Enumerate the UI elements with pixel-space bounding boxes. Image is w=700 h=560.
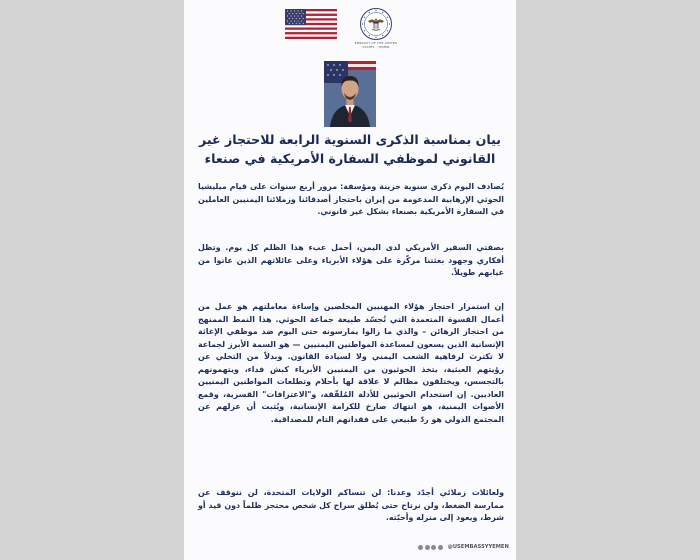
seal-caption: EMBASSY OF THE UNITED STATES · YEMEN [354, 41, 398, 49]
paragraph-detention: إن استمرار احتجاز هؤلاء المهنيين المخلصين وإساءة معاملتهم هو عمل من أعمال القسوة المتعمدة التي تُجسّد طبيعة جماعة الحوثي. هذا النمط الممنهج من احتجاز الرهائن – والذي ما زالوا يمارسونه حتى اليوم ضد موظفي الإغاثة الإنسانية الذين يسعون لمساعدة المواطنين اليمنيين — هو السمة الأبرز لجماعة لا تكترث لرفاهية الشعب اليمني ولا لسيادة القانون. وبدلاً من التخلي عن رؤيتهم العبثية، يتخذ الحوثيون من اليمنيين الأبرياء كبش فداء، ويتهمونهم بالتجسس، ويختلقون مظالم لا علاقة لها بأحلام وتطلعات المواطنين اليمنيين العاديين. إن استخدام الحوثيين للأدلة المُلفّقة، و"الاعترافات" القسرية، وقمع الأصوات اليمنية، هو انتهاك صارخ للكرامة الإنسانية، ويُثبت أن عزلهم عن المجتمع الدولي هو ردّ طبيعي على فقدانهم التام للمصداقية. [198, 302, 504, 424]
us-flag-icon [285, 9, 337, 39]
statement-title: بيان بمناسبة الذكرى السنوية الرابعة للاحتجاز غير القانوني لموظفي السفارة الأمريكية في صنعاء [199, 132, 501, 166]
youtube-icon [438, 545, 443, 550]
x-icon [418, 545, 423, 550]
instagram-icon [431, 545, 436, 550]
paragraph-ambassador: بصفتي السفير الأمريكي لدى اليمن، أحمل عبء هذا الظلم كل يوم. وتظل أفكاري وجهود بعثتنا مركّزة على هؤلاء الأبرياء وعلى عائلاتهم الذين عانوا من غيابهم طويلاً. [198, 243, 504, 277]
social-handle: @USEMBASSYYEMEN [447, 544, 509, 550]
facebook-icon [425, 545, 430, 550]
embassy-seal-icon [360, 8, 392, 40]
statement-page [184, 0, 516, 560]
paragraph-anniversary: يُصادف اليوم ذكرى سنوية حزينة ومؤسفة: مرور أربع سنوات على قيام ميليشيا الحوثي الإرهابية المدعومة من إيران باحتجاز أصدقائنا وزملائنا اليمنيين العاملين في السفارة الأمريكية بصنعاء بشكل غير قانوني. [198, 182, 504, 216]
ambassador-portrait [324, 61, 376, 127]
social-footer [418, 544, 510, 551]
paragraph-families: ولعائلات زملائي أجدّد وعدنا: لن تنساكم الولايات المتحدة، لن نتوقف عن ممارسة الضغط، ولن نرتاح حتى يُطلق سراح كل شخص محتجز ظلماً دون قيد أو شرط، ويعود إلى منزله وأحبّته. [198, 488, 504, 522]
